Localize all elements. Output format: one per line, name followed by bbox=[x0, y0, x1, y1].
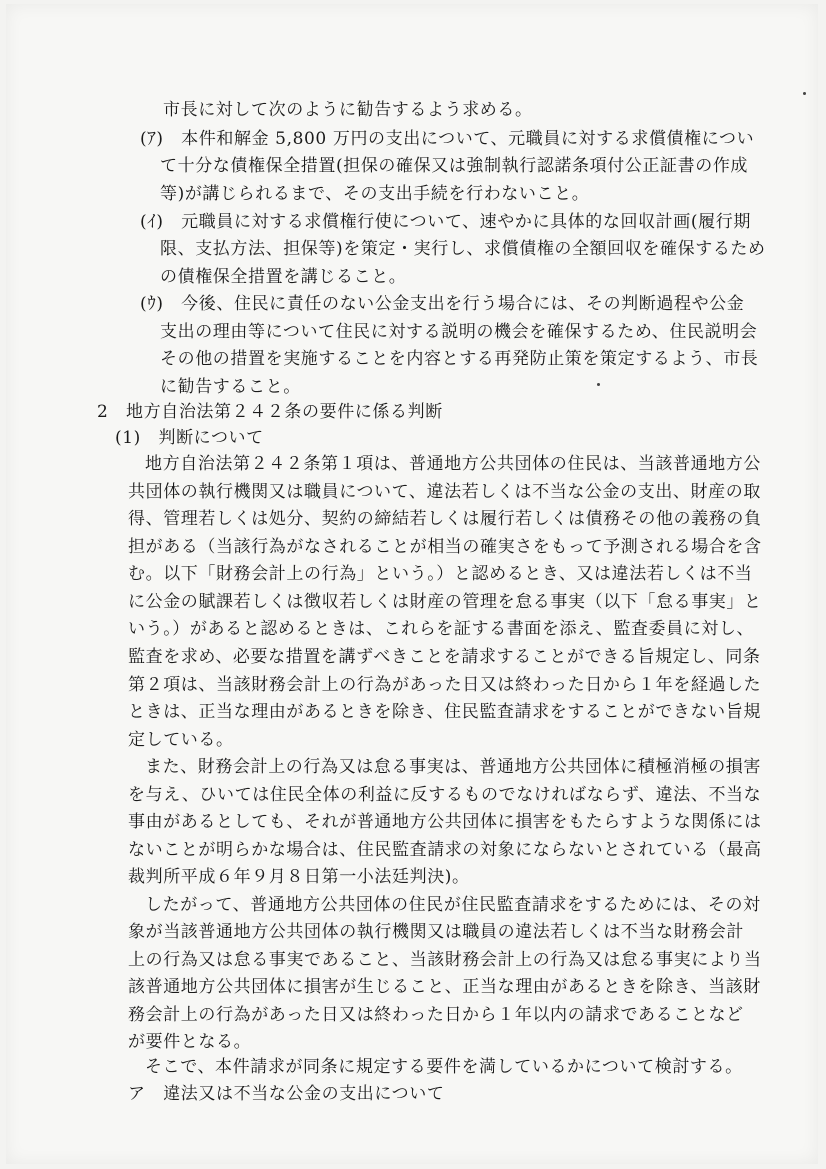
paragraph-2-line-3: 事由があるとしても、それが普通地方公共団体に損害をもたらすような関係には bbox=[128, 812, 762, 832]
paragraph-3-line-1: したがって、普通地方公共団体の住民が住民監査請求をするためには、その対 bbox=[145, 895, 761, 915]
recommendation-intro: 市長に対して次のように勧告するよう求める。 bbox=[163, 100, 533, 120]
paragraph-2-line-1: また、財務会計上の行為又は怠る事実は、普通地方公共団体に積極消極の損害 bbox=[145, 757, 761, 777]
item-c-line-2: 支出の理由等について住民に対する説明の機会を確保するため、住民説明会 bbox=[160, 322, 758, 342]
heading-a: ア 違法又は不当な公金の支出について bbox=[128, 1084, 445, 1104]
paragraph-3-line-2: 象が当該普通地方公共団体の執行機関又は職員の違法若しくは不当な財務会計 bbox=[128, 922, 744, 942]
paragraph-1-line-11: 定している。 bbox=[128, 730, 234, 750]
paragraph-1-line-1: 地方自治法第２４２条第１項は、普通地方公共団体の住民は、当該普通地方公 bbox=[145, 454, 761, 474]
paragraph-1-line-8: 監査を求め、必要な措置を講ずべきことを請求することができる旨規定し、同条 bbox=[128, 647, 761, 667]
paragraph-3-line-6: が要件となる。 bbox=[128, 1032, 252, 1052]
item-b-line-1: (ｲ) 元職員に対する求償権行使について、速やかに具体的な回収計画(履行期 bbox=[140, 212, 751, 232]
paragraph-1-line-6: に公金の賦課若しくは徴収若しくは財産の管理を怠る事実（以下「怠る事実」と bbox=[128, 592, 762, 612]
paragraph-1-line-4: 担がある（当該行為がなされることが相当の確実さをもって予測される場合を含 bbox=[128, 537, 762, 557]
item-a-line-1: (ｱ) 本件和解金 5,800 万円の支出について、元職員に対する求償債権につい bbox=[140, 129, 755, 149]
paragraph-1-line-9: 第２項は、当該財務会計上の行為があった日又は終わった日から１年を経過した bbox=[128, 675, 762, 695]
paragraph-1-line-5: む。以下「財務会計上の行為」という。）と認めるとき、又は違法若しくは不当 bbox=[128, 564, 753, 584]
scan-speck bbox=[803, 92, 806, 95]
item-c-line-3: その他の措置を実施することを内容とする再発防止策を策定するよう、市長 bbox=[160, 349, 759, 369]
paragraph-4: そこで、本件請求が同条に規定する要件を満しているかについて検討する。 bbox=[145, 1057, 743, 1077]
item-c-line-1: (ｳ) 今後、住民に責任のない公金支出を行う場合には、その判断過程や公金 bbox=[140, 294, 745, 314]
paragraph-2-line-2: を与え、ひいては住民全体の利益に反するものでなければならず、違法、不当な bbox=[128, 785, 762, 805]
item-b-line-2: 限、支払方法、担保等)を策定・実行し、求償債権の全額回収を確保するため bbox=[160, 239, 766, 259]
item-c-line-4: に勧告すること。 bbox=[160, 377, 301, 397]
scan-speck bbox=[597, 383, 600, 386]
paragraph-1-line-7: いう。）があると認めるときは、これらを証する書面を添え、監査委員に対し、 bbox=[128, 619, 755, 639]
paragraph-1-line-10: ときは、正当な理由があるときを除き、住民監査請求をすることができない旨規 bbox=[128, 702, 761, 722]
paragraph-3-line-5: 務会計上の行為があった日又は終わった日から１年以内の請求であることなど bbox=[128, 1005, 744, 1025]
item-a-line-2: て十分な債権保全措置(担保の確保又は強制執行認諾条項付公正証書の作成 bbox=[160, 156, 749, 176]
section-heading-2: 2 地方自治法第２４２条の要件に係る判断 bbox=[97, 402, 443, 422]
paragraph-2-line-4: ないことが明らかな場合は、住民監査請求の対象にならないとされている（最高 bbox=[128, 840, 762, 860]
item-a-line-3: 等)が講じられるまで、その支出手続を行わないこと。 bbox=[160, 184, 590, 204]
paragraph-1-line-3: 得、管理若しくは処分、契約の締結若しくは履行若しくは債務その他の義務の負 bbox=[128, 509, 762, 529]
paragraph-1-line-2: 共団体の執行機関又は職員について、違法若しくは不当な公金の支出、財産の取 bbox=[128, 482, 761, 502]
item-b-line-3: の債権保全措置を講じること。 bbox=[160, 267, 407, 287]
paragraph-3-line-3: 上の行為又は怠る事実であること、当該財務会計上の行為又は怠る事実により当 bbox=[128, 950, 762, 970]
paragraph-3-line-4: 該普通地方公共団体に損害が生じること、正当な理由があるときを除き、当該財 bbox=[128, 977, 761, 997]
subsection-heading-1: (1) 判断について bbox=[115, 428, 264, 448]
paragraph-2-line-5: 裁判所平成６年９月８日第一小法廷判決)。 bbox=[128, 867, 470, 887]
